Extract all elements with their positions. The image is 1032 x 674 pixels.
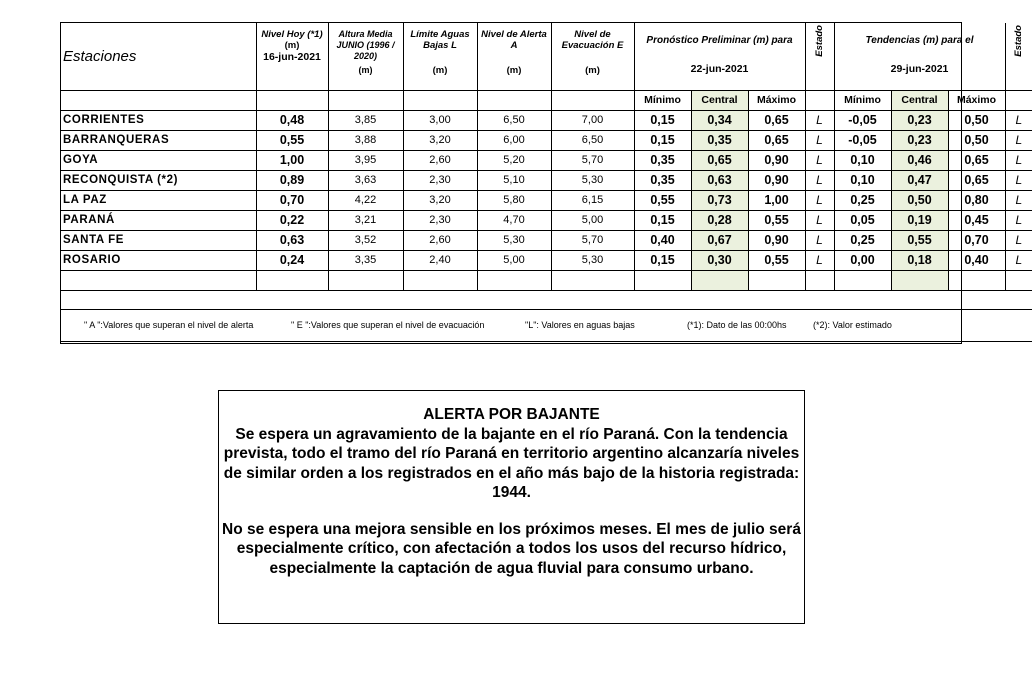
cell-t-min: 0,00 <box>834 250 891 270</box>
cell-media: 3,88 <box>328 130 403 150</box>
header-tendencias-date: 29-jun-2021 <box>890 63 949 75</box>
cell-evac: 5,00 <box>551 210 634 230</box>
cell-p-est: L <box>805 150 834 170</box>
cell-name: ROSARIO <box>61 250 256 270</box>
cell-p-max: 0,90 <box>748 170 805 190</box>
cell-name: RECONQUISTA (*2) <box>61 170 256 190</box>
cell-alerta: 5,00 <box>477 250 551 270</box>
alert-box <box>218 390 805 624</box>
cell-t-cen: 0,55 <box>891 230 948 250</box>
cell-name: SANTA FE <box>61 230 256 250</box>
legend-a: " A ":Valores que superan el nivel de alerta <box>84 319 254 330</box>
header-pronostico-date: 22-jun-2021 <box>690 63 749 75</box>
header-pronostico-title: Pronóstico Preliminar (m) para <box>646 35 793 46</box>
cell-media: 3,35 <box>328 250 403 270</box>
header-nivel-hoy <box>256 23 328 90</box>
cell-media: 4,22 <box>328 190 403 210</box>
estado-label: Estado <box>1013 25 1025 57</box>
cell-p-est: L <box>805 230 834 250</box>
legend-row <box>61 309 1032 341</box>
cell-hoy: 0,24 <box>256 250 328 270</box>
empty-cell <box>256 90 328 110</box>
cell-p-min: 0,15 <box>634 210 691 230</box>
legend-n2: (*2): Valor estimado <box>813 319 892 330</box>
header-estaciones: Estaciones <box>61 23 256 90</box>
cell-p-max: 0,55 <box>748 250 805 270</box>
cell-p-min: 0,35 <box>634 170 691 190</box>
header-alerta-unit: (m) <box>506 65 522 76</box>
cell-t-cen: 0,23 <box>891 130 948 150</box>
alert-title: ALERTA POR BAJANTE <box>423 406 600 423</box>
cell-evac: 5,70 <box>551 150 634 170</box>
table-row <box>61 190 1032 210</box>
cell-evac: 7,00 <box>551 110 634 130</box>
cell-p-est: L <box>805 250 834 270</box>
header-evacuacion <box>551 23 634 90</box>
cell-p-est: L <box>805 130 834 150</box>
cell-t-max: 0,45 <box>948 210 1005 230</box>
cell-t-max: 0,70 <box>948 230 1005 250</box>
cell-p-cen: 0,73 <box>691 190 748 210</box>
empty-cell <box>61 90 256 110</box>
cell-t-min: 0,25 <box>834 230 891 250</box>
header-tendencias <box>834 23 1005 90</box>
table-row <box>61 170 1032 190</box>
alert-paragraph-1: Se espera un agravamiento de la bajante en el río Paraná. Con la tendencia prevista, todo el tramo del río Paraná en territorio argentino alcanzaría niveles de similar orden a los registrados en el año más bajo de la historia registrada: 1944. <box>223 425 800 501</box>
cell-evac: 5,70 <box>551 230 634 250</box>
cell-p-cen: 0,63 <box>691 170 748 190</box>
cell-p-cen: 0,35 <box>691 130 748 150</box>
cell-alerta: 5,10 <box>477 170 551 190</box>
cell-media: 3,52 <box>328 230 403 250</box>
legend-l: "L": Valores en aguas bajas <box>525 319 635 330</box>
header-estado-pronostico <box>805 23 834 90</box>
cell-t-min: 0,10 <box>834 150 891 170</box>
header-pronostico <box>634 23 805 90</box>
subheader-p-minimo: Mínimo <box>634 90 691 110</box>
cell-alerta: 6,50 <box>477 110 551 130</box>
cell-t-est: L <box>1005 150 1032 170</box>
cell-p-cen: 0,28 <box>691 210 748 230</box>
header-nivel-hoy-label: Nivel Hoy (*1) <box>261 29 323 40</box>
cell-t-max: 0,65 <box>948 150 1005 170</box>
cell-t-est: L <box>1005 170 1032 190</box>
cell-evac: 5,30 <box>551 170 634 190</box>
cell-name: BARRANQUERAS <box>61 130 256 150</box>
header-limite <box>403 23 477 90</box>
cell-media: 3,63 <box>328 170 403 190</box>
empty-row <box>61 270 1032 290</box>
cell-name: PARANÁ <box>61 210 256 230</box>
hydrometric-table-frame <box>60 22 1025 344</box>
header-limite-label: Límite Aguas Bajas L <box>410 29 470 51</box>
empty-cell <box>1005 90 1032 110</box>
cell-t-est: L <box>1005 190 1032 210</box>
cell-media: 3,21 <box>328 210 403 230</box>
legend <box>61 309 1032 341</box>
cell-alerta: 6,00 <box>477 130 551 150</box>
header-evacuacion-label: Nivel de Evacuación E <box>561 29 624 51</box>
estado-label: Estado <box>814 25 826 57</box>
cell-name: GOYA <box>61 150 256 170</box>
cell-alerta: 4,70 <box>477 210 551 230</box>
cell-t-cen: 0,19 <box>891 210 948 230</box>
cell-p-max: 0,90 <box>748 230 805 250</box>
cell-hoy: 0,55 <box>256 130 328 150</box>
cell-t-cen: 0,18 <box>891 250 948 270</box>
cell-hoy: 0,89 <box>256 170 328 190</box>
cell-hoy: 0,48 <box>256 110 328 130</box>
cell-t-cen: 0,46 <box>891 150 948 170</box>
subheader-p-maximo: Máximo <box>748 90 805 110</box>
cell-t-est: L <box>1005 210 1032 230</box>
cell-t-cen: 0,50 <box>891 190 948 210</box>
cell-t-min: -0,05 <box>834 110 891 130</box>
empty-cell <box>477 90 551 110</box>
legend-e: " E ":Valores que superan el nivel de evacuación <box>291 319 485 330</box>
header-alerta-label: Nivel de Alerta A <box>481 29 547 51</box>
cell-limite: 2,60 <box>403 150 477 170</box>
hydrometric-table <box>61 23 1032 342</box>
empty-cell <box>805 90 834 110</box>
cell-p-min: 0,55 <box>634 190 691 210</box>
cell-limite: 2,30 <box>403 170 477 190</box>
cell-name: CORRIENTES <box>61 110 256 130</box>
header-nivel-hoy-unit: (m) <box>284 40 300 51</box>
cell-alerta: 5,20 <box>477 150 551 170</box>
subheader-t-central: Central <box>891 90 948 110</box>
table-row <box>61 130 1032 150</box>
cell-hoy: 1,00 <box>256 150 328 170</box>
cell-t-cen: 0,47 <box>891 170 948 190</box>
cell-p-min: 0,40 <box>634 230 691 250</box>
cell-p-max: 0,90 <box>748 150 805 170</box>
cell-t-max: 0,80 <box>948 190 1005 210</box>
cell-limite: 2,30 <box>403 210 477 230</box>
cell-t-cen: 0,23 <box>891 110 948 130</box>
cell-media: 3,85 <box>328 110 403 130</box>
empty-cell <box>551 90 634 110</box>
header-altura-media-label: Altura Media JUNIO (1996 / 2020) <box>336 29 395 61</box>
cell-p-min: 0,15 <box>634 130 691 150</box>
header-altura-media <box>328 23 403 90</box>
cell-t-max: 0,50 <box>948 110 1005 130</box>
cell-t-min: 0,25 <box>834 190 891 210</box>
header-limite-unit: (m) <box>432 65 448 76</box>
cell-p-cen: 0,67 <box>691 230 748 250</box>
station-rows <box>61 110 1032 270</box>
cell-t-est: L <box>1005 230 1032 250</box>
header-altura-media-unit: (m) <box>358 65 373 75</box>
cell-name: LA PAZ <box>61 190 256 210</box>
cell-evac: 6,50 <box>551 130 634 150</box>
cell-t-max: 0,65 <box>948 170 1005 190</box>
cell-limite: 3,20 <box>403 190 477 210</box>
cell-p-est: L <box>805 210 834 230</box>
cell-p-est: L <box>805 170 834 190</box>
table-row <box>61 110 1032 130</box>
cell-p-min: 0,15 <box>634 110 691 130</box>
cell-t-min: 0,05 <box>834 210 891 230</box>
alert-paragraph-2: No se espera una mejora sensible en los próximos meses. El mes de julio será especialmente crítico, con afectación a todos los usos del recurso hídrico, especialmente la captación de agua fluvial para consumo urbano. <box>222 520 801 577</box>
cell-p-max: 0,65 <box>748 110 805 130</box>
cell-p-max: 0,65 <box>748 130 805 150</box>
table-row <box>61 230 1032 250</box>
cell-p-max: 0,55 <box>748 210 805 230</box>
subheader-p-central: Central <box>691 90 748 110</box>
cell-hoy: 0,63 <box>256 230 328 250</box>
cell-limite: 2,40 <box>403 250 477 270</box>
header-row <box>61 23 1032 90</box>
cell-t-max: 0,50 <box>948 130 1005 150</box>
cell-evac: 6,15 <box>551 190 634 210</box>
cell-limite: 3,20 <box>403 130 477 150</box>
table-row <box>61 210 1032 230</box>
table-row <box>61 150 1032 170</box>
cell-t-est: L <box>1005 110 1032 130</box>
cell-p-cen: 0,30 <box>691 250 748 270</box>
cell-t-min: -0,05 <box>834 130 891 150</box>
cell-t-est: L <box>1005 130 1032 150</box>
header-tendencias-title: Tendencias (m) para el <box>865 35 974 46</box>
cell-p-min: 0,15 <box>634 250 691 270</box>
header-evacuacion-unit: (m) <box>585 65 600 76</box>
cell-p-est: L <box>805 110 834 130</box>
cell-limite: 3,00 <box>403 110 477 130</box>
subheader-t-maximo: Máximo <box>948 90 1005 110</box>
table-row <box>61 250 1032 270</box>
cell-p-min: 0,35 <box>634 150 691 170</box>
subheader-row <box>61 90 1032 110</box>
cell-evac: 5,30 <box>551 250 634 270</box>
empty-cell <box>328 90 403 110</box>
empty-cell <box>403 90 477 110</box>
cell-hoy: 0,70 <box>256 190 328 210</box>
legend-n1: (*1): Dato de las 00:00hs <box>687 319 787 330</box>
cell-p-max: 1,00 <box>748 190 805 210</box>
cell-t-max: 0,40 <box>948 250 1005 270</box>
header-nivel-hoy-date: 16-jun-2021 <box>263 51 321 63</box>
cell-t-est: L <box>1005 250 1032 270</box>
cell-t-min: 0,10 <box>834 170 891 190</box>
cell-p-cen: 0,65 <box>691 150 748 170</box>
cell-p-cen: 0,34 <box>691 110 748 130</box>
cell-alerta: 5,80 <box>477 190 551 210</box>
cell-media: 3,95 <box>328 150 403 170</box>
header-estado-tendencias <box>1005 23 1032 90</box>
cell-limite: 2,60 <box>403 230 477 250</box>
empty-row-full <box>61 290 1032 309</box>
subheader-t-minimo: Mínimo <box>834 90 891 110</box>
cell-p-est: L <box>805 190 834 210</box>
cell-hoy: 0,22 <box>256 210 328 230</box>
header-alerta <box>477 23 551 90</box>
cell-alerta: 5,30 <box>477 230 551 250</box>
